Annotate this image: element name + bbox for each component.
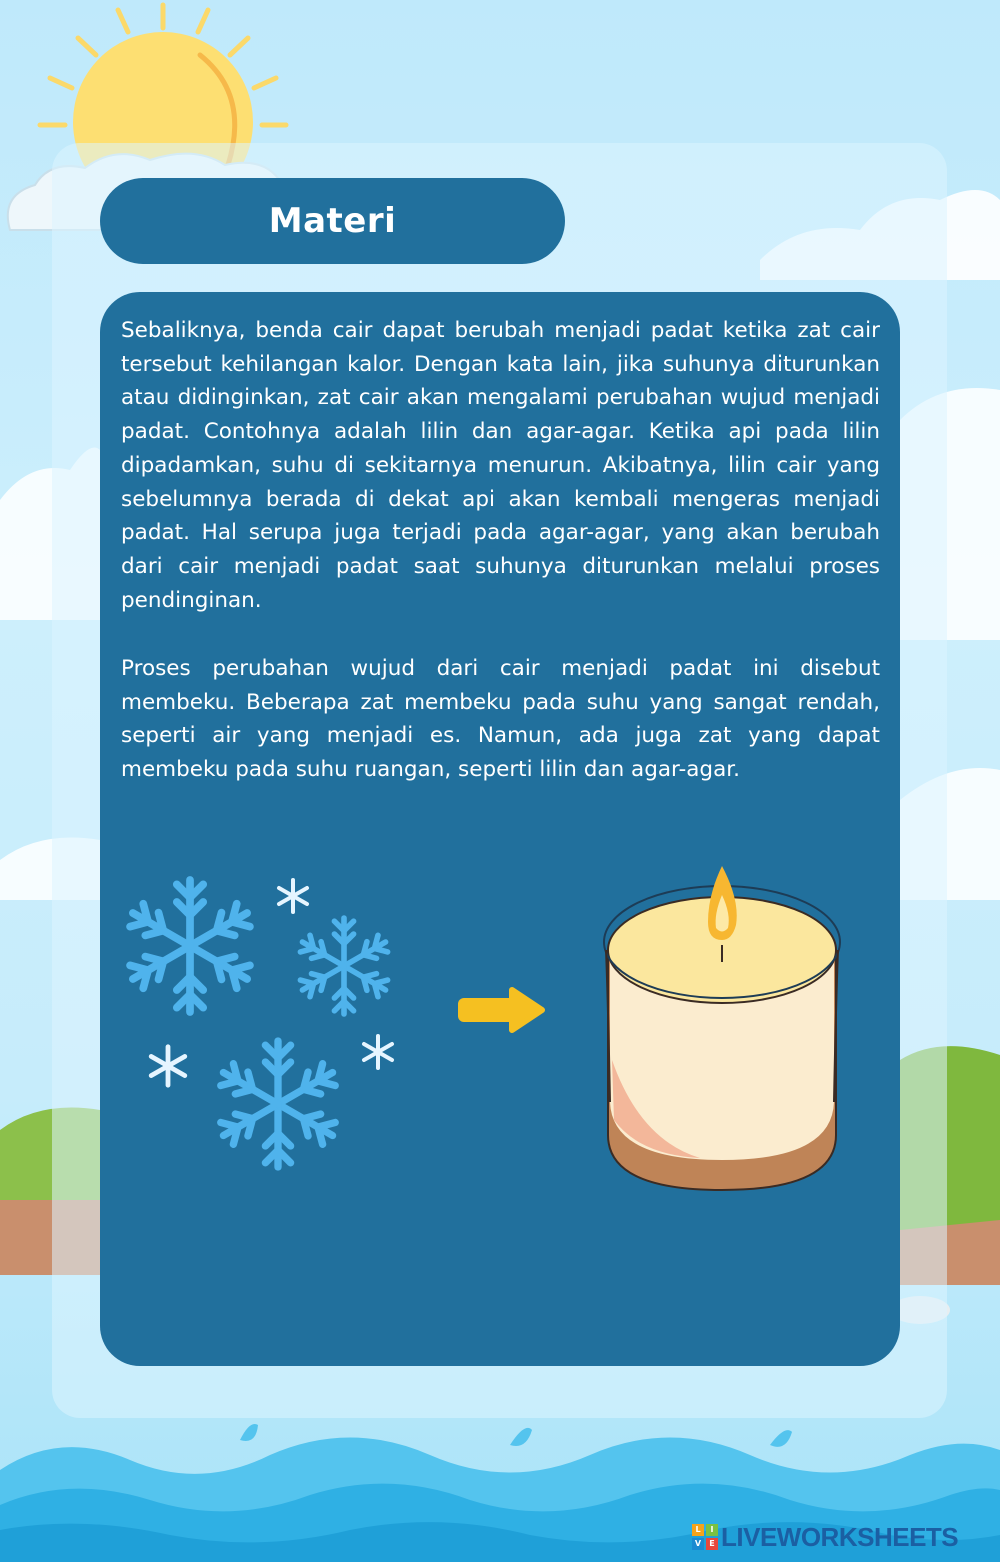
logo-letter: L [692, 1524, 704, 1536]
liveworksheets-logo[interactable] [692, 1520, 958, 1554]
logo-letter: I [706, 1524, 718, 1536]
snowflake-icon [298, 918, 391, 1014]
paragraph-2: Proses perubahan wujud dari cair menjadi padat ini disebut membeku. Beberapa zat membeku pada suhu yang sangat rendah, seperti air yang menjadi es. Namun, ada juga zat yang dapat membeku pada suhu ruangan, seperti lilin dan agar-agar. [121, 656, 880, 783]
logo-letter: E [706, 1538, 718, 1550]
page-title: Materi [268, 201, 397, 241]
sparkle-icon [279, 880, 307, 912]
paragraph-1: Sebaliknya, benda cair dapat berubah menjadi padat ketika zat cair tersebut kehilangan kalor. Dengan kata lain, jika suhunya diturunkan atau didinginkan, zat cair akan mengalami perubahan wujud menjadi padat. Contohnya adalah lilin dan agar-agar. Ketika api pada lilin dipadamkan, suhu di sekitarnya menurun. Akibatnya, lilin cair yang sebelumnya berada di dekat api akan kembali mengeras menjadi padat. Hal serupa juga terjadi pada agar-agar, yang akan berubah dari cair menjadi padat saat suhunya diturunkan melalui proses pendinginan. [121, 318, 880, 613]
candle-icon [604, 866, 840, 1190]
logo-squares-icon [692, 1524, 718, 1550]
arrow-right-icon [458, 990, 542, 1030]
sparkle-icon [151, 1047, 185, 1085]
logo-letter: V [692, 1538, 704, 1550]
snowflake-icon [217, 1041, 339, 1167]
logo-text: LIVEWORKSHEETS [721, 1521, 959, 1552]
sparkle-icon [364, 1036, 392, 1068]
snowflake-icon [126, 880, 254, 1012]
